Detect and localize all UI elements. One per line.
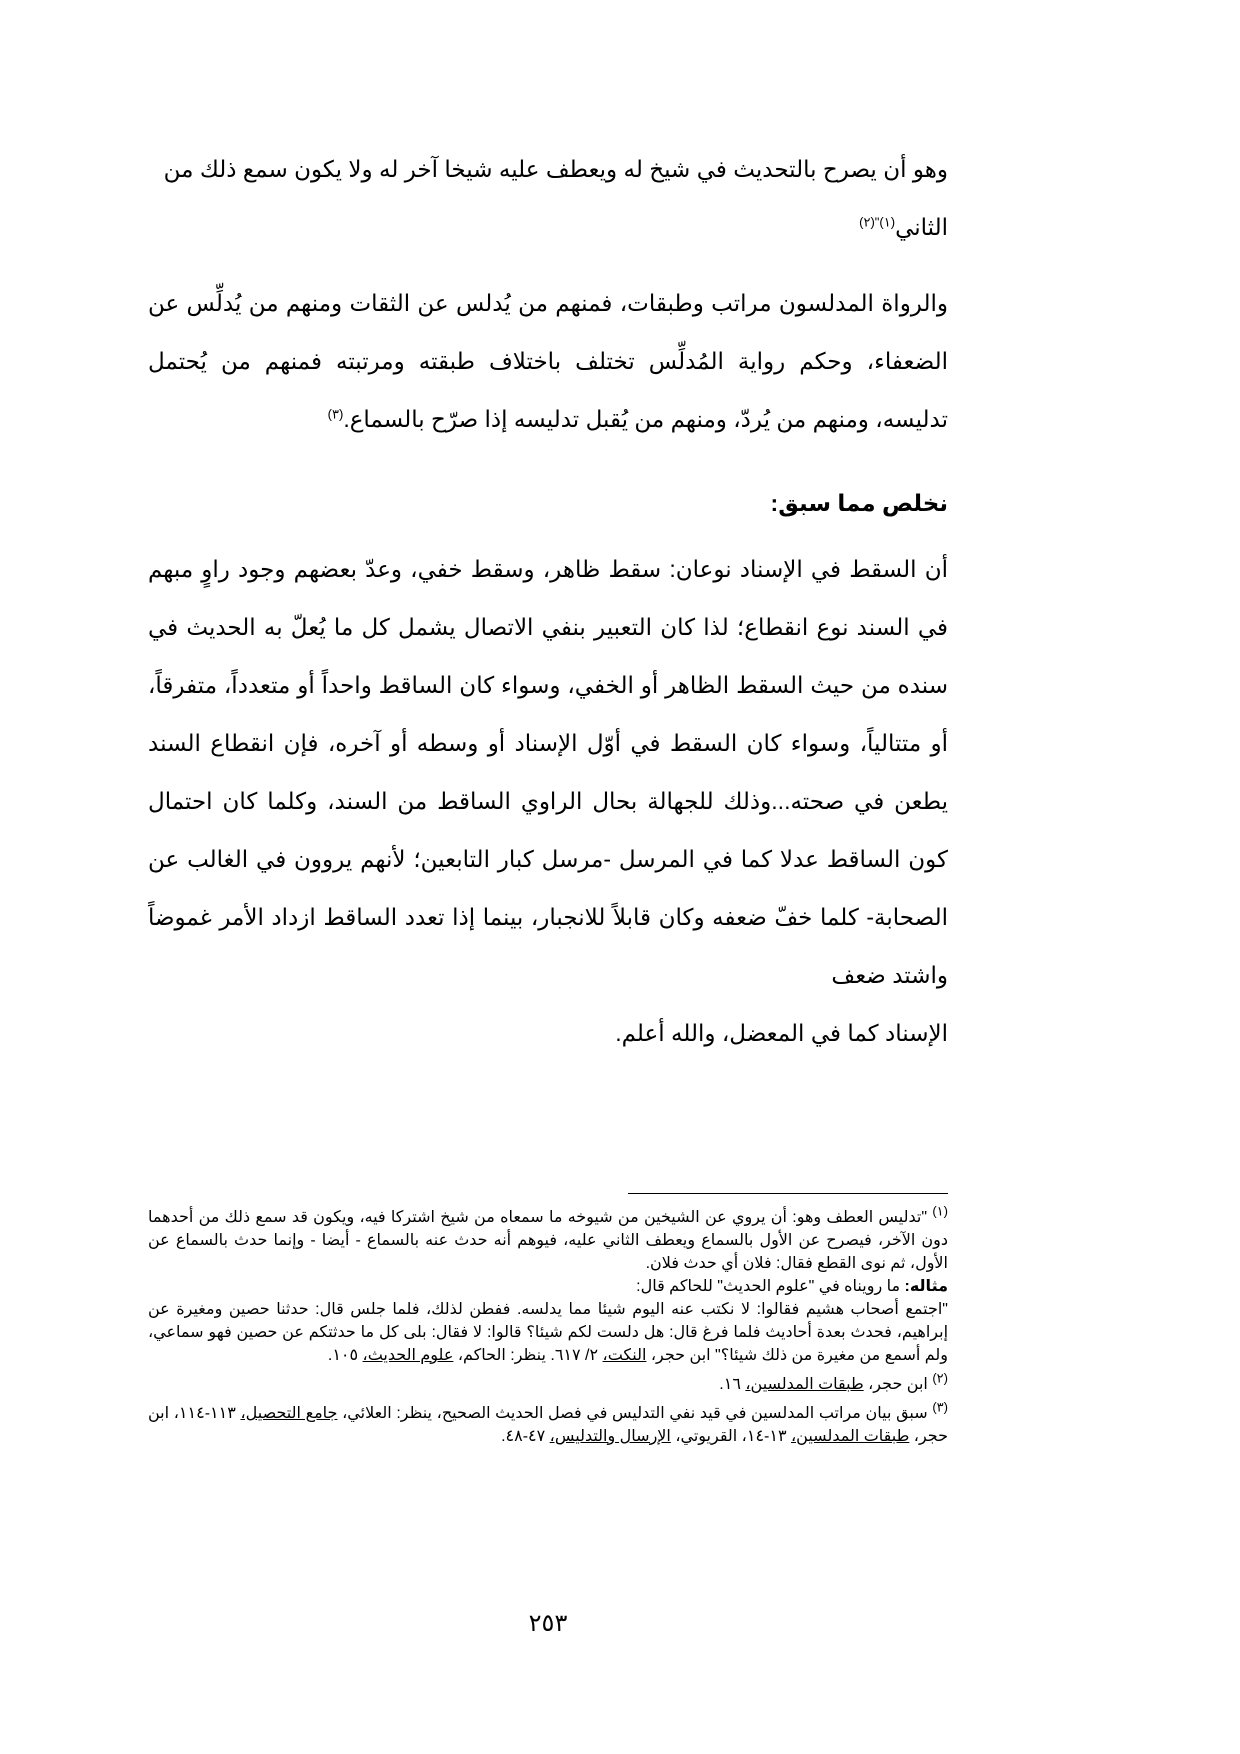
ref-text: ٤٧-٤٨. (501, 1428, 546, 1445)
conclusion-line: عدلا كما في المرسل -مرسل كبار التابعين؛ لأنهم يروون في الغالب عن الصحابة- كلما (148, 846, 948, 930)
conclusion-line: الإسناد كما في المعضل، والله أعلم. (615, 1020, 948, 1046)
conclusion-line: أن السقط في الإسناد نوعان: سقط ظاهر، وسقط خفي، وعدّ بعضهم وجود راوٍ مبهم في (148, 556, 949, 640)
footnote-1-quote: قالوا: لا فقال: بلى كل ما حدثتكم عن حصين فهو سماعي، ولم أسمع من مغيرة من ذلك شيئا؟" ابن (148, 1324, 948, 1364)
conclusion-paragraph (148, 540, 948, 1062)
conclusion-line: خفّ ضعفه وكان قابلاً للانجبار، بينما إذا تعدد الساقط ازداد الأمر غموضاً واشتد ضعف (148, 904, 948, 988)
paragraph-2-line-2: الضعفاء، وحكم رواية المُدلِّس تختلف باختلاف طبقته ومرتبته فمنهم من يُحتمل تدليسه، (148, 348, 948, 432)
footnote-mark-3: (٣) (327, 406, 344, 422)
ref-text: حجر، (650, 1347, 686, 1364)
footnote-3 (148, 1399, 948, 1448)
footnote-1-example (148, 1275, 948, 1298)
ref-book-title: علوم الحديث، (362, 1347, 454, 1364)
footnote-1-line: بالسماع - أيضا - وإنما حدث بالسماع عن الأول، ثم نوى القطع فقال: فلان أي حدث فلان. (148, 1232, 948, 1272)
footnote-separator (628, 1193, 948, 1194)
example-text: ما رويناه في "علوم الحديث" للحاكم قال: (636, 1278, 901, 1295)
ref-book-title: جامع التحصيل، (240, 1405, 338, 1422)
document-page (148, 0, 948, 1754)
conclusion-line: من حيث السقط الظاهر أو الخفي، وسواء كان الساقط واحداً أو متعدداً، متفرقاً، أو (148, 672, 949, 756)
ref-text: سبق بيان مراتب المدلسين في قيد نفي التدليس في فصل الحديث الصحيح، ينظر: العلائي، (342, 1405, 928, 1422)
footnote-2-number: (٢) (932, 1370, 948, 1386)
ref-text: ١٦. (719, 1376, 741, 1393)
section-heading: نخلص مما سبق: (770, 490, 948, 516)
example-label: مثاله: (904, 1278, 948, 1295)
footnote-1-line: سمع ذلك من أحدهما دون الآخر، فيصرح عن الأول بالسماع ويعطف الثاني عليه، فيوهم أنه حدث عنه (148, 1209, 949, 1249)
ref-book-title: طبقات المدلسين، (745, 1376, 864, 1393)
paragraph-1-line-2: الثاني (895, 214, 948, 240)
footnotes (148, 1203, 949, 1454)
footnote-1-quote: حصين ومغيرة عن إبراهيم، فحدث بعدة أحاديث فلما فرغ قال: هل دلست لكم شيئا؟ (148, 1301, 949, 1341)
ref-text: ابن حجر، (868, 1376, 928, 1393)
paragraph-2-line-3: ومنهم من يُردّ، ومنهم من يُقبل تدليسه إذا صرّح بالسماع. (343, 406, 869, 432)
ref-book-title: النكت، (602, 1347, 647, 1364)
footnote-1-quote: "اجتمع أصحاب هشيم فقالوا: لا نكتب عنه اليوم شيئا مما يدلسه. ففطن لذلك، فلما جلس قال: حدثنا (276, 1301, 948, 1318)
page-number: ٢٥٣ (528, 1610, 568, 1637)
ref-book-title: الإرسال والتدليس، (549, 1428, 671, 1445)
paragraph-1 (148, 140, 948, 256)
footnote-1 (148, 1203, 949, 1367)
paragraph-1-line-1: وهو أن يصرح بالتحديث في شيخ له ويعطف عليه شيخا آخر له ولا يكون سمع ذلك من (163, 156, 948, 182)
conclusion-line: متتالياً، وسواء كان السقط في أوّل الإسناد أو وسطه أو آخره، فإن انقطاع السند يطعن في (148, 730, 948, 814)
conclusion-line: السند نوع انقطاع؛ لذا كان التعبير بنفي الاتصال يشمل كل ما يُعلّ به الحديث في سنده (148, 614, 949, 698)
ref-text: ١٠٥. (327, 1347, 359, 1364)
footnote-3-number: (٣) (932, 1399, 948, 1415)
footnote-1-line: "تدليس العطف وهو: أن يروي عن الشيخين من شيوخه ما سمعاه من شيخ اشتركا فيه، ويكون قد (291, 1209, 928, 1226)
footnote-marks-1-2: (١)"(٢) (859, 214, 896, 230)
ref-text: ١٣-١٤، القريوتي، (675, 1428, 787, 1445)
paragraph-2-line-1: والرواة المدلسون مراتب وطبقات، فمنهم من يُدلس عن الثقات ومنهم من يُدلِّس عن (148, 290, 948, 316)
footnote-2 (148, 1370, 948, 1396)
main-text (148, 140, 948, 1062)
conclusion-line: صحته...وذلك للجهالة بحال الراوي الساقط من السند، وكلما كان احتمال كون الساقط (148, 788, 949, 872)
ref-text: ٢/ ٦١٧. ينظر: الحاكم، (457, 1347, 599, 1364)
ref-text: ١١٣-١١٤، ابن حجر، (148, 1405, 948, 1445)
ref-book-title: طبقات المدلسين، (791, 1428, 910, 1445)
footnote-1-number: (١) (932, 1203, 948, 1219)
paragraph-2 (148, 274, 948, 448)
